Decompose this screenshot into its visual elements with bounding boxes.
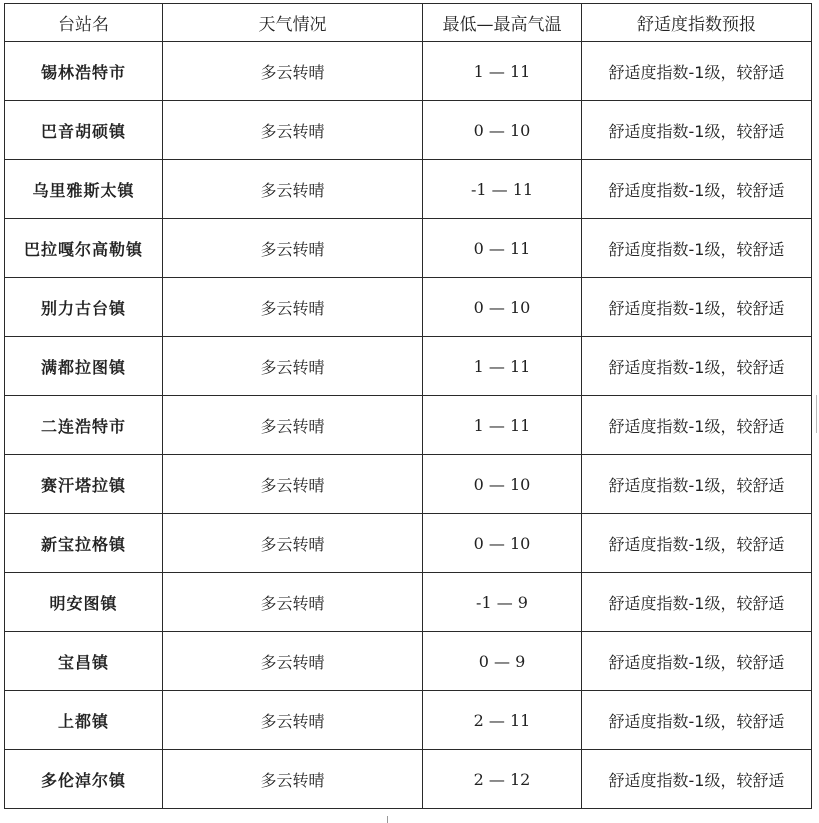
temperature-cell: 0 — 10 <box>423 101 582 160</box>
table-row <box>5 278 812 337</box>
table-row <box>5 396 812 455</box>
comfort-cell: 舒适度指数-1级，较舒适 <box>582 573 812 632</box>
temperature-cell: 1 — 11 <box>423 396 582 455</box>
table-row <box>5 455 812 514</box>
temperature-cell: 1 — 11 <box>423 337 582 396</box>
temperature-cell: 0 — 9 <box>423 632 582 691</box>
station-cell: 宝昌镇 <box>5 632 163 691</box>
forecast-table <box>4 3 812 809</box>
table-row <box>5 219 812 278</box>
header-weather: 天气情况 <box>163 4 423 42</box>
station-cell: 上都镇 <box>5 691 163 750</box>
station-cell: 明安图镇 <box>5 573 163 632</box>
weather-cell: 多云转晴 <box>163 632 423 691</box>
page-edge-mark <box>387 816 392 823</box>
table-row <box>5 691 812 750</box>
temperature-cell: -1 — 11 <box>423 160 582 219</box>
comfort-cell: 舒适度指数-1级，较舒适 <box>582 42 812 101</box>
comfort-cell: 舒适度指数-1级，较舒适 <box>582 514 812 573</box>
comfort-cell: 舒适度指数-1级，较舒适 <box>582 750 812 809</box>
weather-cell: 多云转晴 <box>163 42 423 101</box>
station-cell: 满都拉图镇 <box>5 337 163 396</box>
station-cell: 新宝拉格镇 <box>5 514 163 573</box>
weather-cell: 多云转晴 <box>163 691 423 750</box>
temperature-cell: 2 — 12 <box>423 750 582 809</box>
comfort-cell: 舒适度指数-1级，较舒适 <box>582 632 812 691</box>
station-cell: 别力古台镇 <box>5 278 163 337</box>
table-row <box>5 337 812 396</box>
temperature-cell: 0 — 10 <box>423 514 582 573</box>
table-row <box>5 573 812 632</box>
comfort-cell: 舒适度指数-1级，较舒适 <box>582 278 812 337</box>
temperature-cell: 0 — 10 <box>423 455 582 514</box>
weather-cell: 多云转晴 <box>163 101 423 160</box>
weather-cell: 多云转晴 <box>163 278 423 337</box>
weather-cell: 多云转晴 <box>163 396 423 455</box>
temperature-cell: -1 — 9 <box>423 573 582 632</box>
comfort-cell: 舒适度指数-1级，较舒适 <box>582 101 812 160</box>
table-row <box>5 101 812 160</box>
table-row <box>5 632 812 691</box>
temperature-cell: 0 — 11 <box>423 219 582 278</box>
header-temperature: 最低—最高气温 <box>423 4 582 42</box>
station-cell: 二连浩特市 <box>5 396 163 455</box>
station-cell: 锡林浩特市 <box>5 42 163 101</box>
weather-cell: 多云转晴 <box>163 337 423 396</box>
temperature-cell: 1 — 11 <box>423 42 582 101</box>
table-row <box>5 42 812 101</box>
weather-cell: 多云转晴 <box>163 219 423 278</box>
comfort-cell: 舒适度指数-1级，较舒适 <box>582 691 812 750</box>
weather-cell: 多云转晴 <box>163 514 423 573</box>
station-cell: 巴音胡硕镇 <box>5 101 163 160</box>
temperature-cell: 0 — 10 <box>423 278 582 337</box>
weather-cell: 多云转晴 <box>163 455 423 514</box>
comfort-cell: 舒适度指数-1级，较舒适 <box>582 160 812 219</box>
station-cell: 多伦淖尔镇 <box>5 750 163 809</box>
table-row <box>5 750 812 809</box>
temperature-cell: 2 — 11 <box>423 691 582 750</box>
comfort-cell: 舒适度指数-1级，较舒适 <box>582 219 812 278</box>
station-cell: 赛汗塔拉镇 <box>5 455 163 514</box>
header-station: 台站名 <box>5 4 163 42</box>
station-cell: 乌里雅斯太镇 <box>5 160 163 219</box>
table-body <box>5 42 812 809</box>
weather-cell: 多云转晴 <box>163 160 423 219</box>
comfort-cell: 舒适度指数-1级，较舒适 <box>582 337 812 396</box>
weather-cell: 多云转晴 <box>163 573 423 632</box>
comfort-cell: 舒适度指数-1级，较舒适 <box>582 396 812 455</box>
header-comfort: 舒适度指数预报 <box>582 4 812 42</box>
weather-cell: 多云转晴 <box>163 750 423 809</box>
header-row <box>5 4 812 42</box>
station-cell: 巴拉嘎尔高勒镇 <box>5 219 163 278</box>
table-row <box>5 160 812 219</box>
comfort-cell: 舒适度指数-1级，较舒适 <box>582 455 812 514</box>
table-row <box>5 514 812 573</box>
